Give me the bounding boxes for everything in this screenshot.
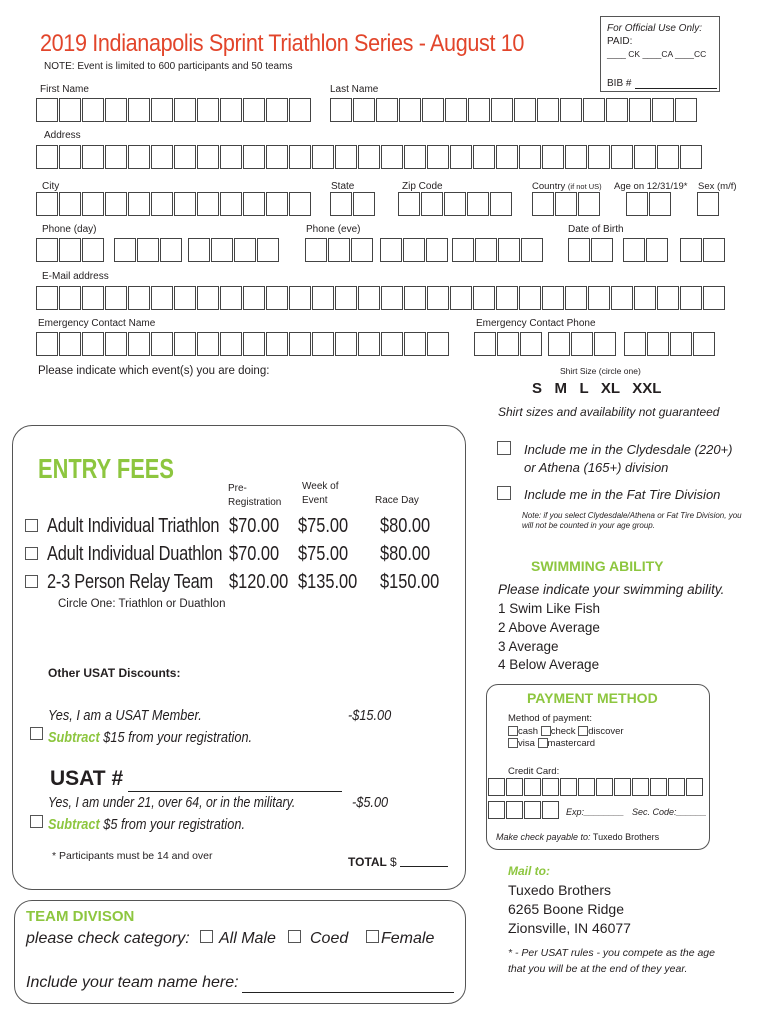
fees-pre-price: $120.00 xyxy=(229,571,289,593)
official-payment-methods: ____ CK ____CA ____CC xyxy=(607,49,707,59)
dob-year-boxes[interactable] xyxy=(680,238,726,262)
swim-level[interactable]: 3 Average xyxy=(498,639,559,654)
phone-day-area-boxes[interactable] xyxy=(36,238,105,262)
emergency-phone-prefix-boxes[interactable] xyxy=(548,332,617,356)
visa-label: visa xyxy=(518,738,535,749)
clydesdale-line1: Include me in the Clydesdale (220+) xyxy=(524,442,733,457)
coed-label: Coed xyxy=(310,930,349,947)
official-paid-label: PAID: xyxy=(607,36,633,47)
clydesdale-line2: or Athena (165+) division xyxy=(524,460,669,475)
fees-race-price: $80.00 xyxy=(380,515,431,537)
first-name-label: First Name xyxy=(40,84,89,95)
fees-event-name: 2-3 Person Relay Team xyxy=(47,571,213,593)
expiration-label[interactable]: Exp:________ xyxy=(566,807,625,817)
total-line[interactable] xyxy=(400,866,448,867)
check-checkbox[interactable] xyxy=(541,726,551,736)
circle-one-note: Circle One: Triathlon or Duathlon xyxy=(58,598,226,610)
mail-to-title: Mail to: xyxy=(508,864,550,878)
fees-col-week-2: Event xyxy=(302,495,328,506)
cash-label: cash xyxy=(518,726,539,737)
entry-fees-title: ENTRY FEES xyxy=(38,453,174,484)
age-label: Age on 12/31/19* xyxy=(614,181,688,192)
military-discount-amount: -$5.00 xyxy=(352,794,389,811)
address-boxes[interactable] xyxy=(36,145,703,169)
usat-discount-amount: -$15.00 xyxy=(348,707,392,724)
email-boxes[interactable] xyxy=(36,286,726,310)
payable-label: Make check payable to: xyxy=(496,832,591,842)
usat-footnote-1: * - Per USAT rules - you compete as the age xyxy=(508,947,715,959)
team-division-title: TEAM DIVISON xyxy=(26,908,135,925)
first-name-boxes[interactable] xyxy=(36,98,312,122)
swim-level[interactable]: 4 Below Average xyxy=(498,657,600,672)
discover-checkbox[interactable] xyxy=(578,726,588,736)
military-subtract-text: $5 from your registration. xyxy=(103,816,246,833)
duathlon-checkbox[interactable] xyxy=(25,547,38,560)
zip-label: Zip Code xyxy=(402,181,443,192)
official-bib-label: BIB # xyxy=(607,78,632,89)
sex-box[interactable] xyxy=(697,192,720,216)
military-text: Yes, I am under 21, over 64, or in the military. xyxy=(48,794,296,811)
military-checkbox[interactable] xyxy=(30,815,43,828)
swimming-title: SWIMMING ABILITY xyxy=(531,558,664,574)
phone-eve-area-boxes[interactable] xyxy=(305,238,374,262)
total-dollar: $ xyxy=(390,855,397,869)
visa-checkbox[interactable] xyxy=(508,738,518,748)
credit-card-boxes-row2[interactable] xyxy=(488,801,560,819)
usat-footnote-2: that you will be at the end of they year. xyxy=(508,963,688,975)
phone-eve-prefix-boxes[interactable] xyxy=(380,238,449,262)
fees-week-price: $135.00 xyxy=(298,571,358,593)
official-use-box xyxy=(600,16,720,92)
events-prompt: Please indicate which event(s) you are doing: xyxy=(38,365,270,377)
fees-event-name: Adult Individual Triathlon xyxy=(47,515,220,537)
fees-week-price: $75.00 xyxy=(298,515,349,537)
division-note: Note: if you select Clydesdale/Athena or Fat Tire Division, you will not be counted in your age group. xyxy=(522,511,742,530)
cash-checkbox[interactable] xyxy=(508,726,518,736)
female-checkbox[interactable] xyxy=(366,930,379,943)
team-name-line[interactable] xyxy=(242,992,454,993)
phone-eve-line-boxes[interactable] xyxy=(452,238,544,262)
all-male-checkbox[interactable] xyxy=(200,930,213,943)
fees-col-week-1: Week of xyxy=(302,481,339,492)
phone-eve-label: Phone (eve) xyxy=(306,224,361,235)
fees-col-race: Race Day xyxy=(375,495,419,506)
credit-card-label: Credit Card: xyxy=(508,766,560,777)
dob-label: Date of Birth xyxy=(568,224,624,235)
form-title: 2019 Indianapolis Sprint Triathlon Series - August 10 xyxy=(40,30,525,57)
clydesdale-checkbox[interactable] xyxy=(497,441,511,455)
city-boxes[interactable] xyxy=(36,192,312,216)
check-label: check xyxy=(550,726,576,737)
state-boxes[interactable] xyxy=(330,192,376,216)
triathlon-checkbox[interactable] xyxy=(25,519,38,532)
fees-week-price: $75.00 xyxy=(298,543,349,565)
all-male-label: All Male xyxy=(219,930,276,947)
country-label: Country xyxy=(532,181,566,192)
fees-pre-price: $70.00 xyxy=(229,543,280,565)
shirt-sizes[interactable]: S M L XL XXL xyxy=(532,380,662,397)
female-label: Female xyxy=(381,930,435,947)
last-name-boxes[interactable] xyxy=(330,98,698,122)
usat-number-line[interactable] xyxy=(128,791,342,792)
participant-limit-note: NOTE: Event is limited to 600 participants and 50 teams xyxy=(44,61,293,72)
fees-event-name: Adult Individual Duathlon xyxy=(47,543,223,565)
country-boxes[interactable] xyxy=(532,192,601,216)
age-requirement-note: * Participants must be 14 and over xyxy=(52,850,213,862)
team-category-prompt: please check category: xyxy=(26,930,190,947)
age-boxes[interactable] xyxy=(626,192,672,216)
swim-level[interactable]: 1 Swim Like Fish xyxy=(498,601,601,616)
last-name-label: Last Name xyxy=(330,84,379,95)
swimming-prompt: Please indicate your swimming ability. xyxy=(498,582,725,597)
swim-level[interactable]: 2 Above Average xyxy=(498,620,600,635)
total-label: TOTAL xyxy=(348,855,387,869)
phone-day-prefix-boxes[interactable] xyxy=(114,238,183,262)
team-name-prompt: Include your team name here: xyxy=(26,974,239,991)
subtract-label: Subtract xyxy=(48,816,100,833)
sex-label: Sex (m/f) xyxy=(698,181,737,192)
emergency-phone-label: Emergency Contact Phone xyxy=(476,318,596,329)
emergency-phone-area-boxes[interactable] xyxy=(474,332,543,356)
mail-name: Tuxedo Brothers xyxy=(508,882,611,898)
fat-tire-checkbox[interactable] xyxy=(497,486,511,500)
usat-member-checkbox[interactable] xyxy=(30,727,43,740)
dob-month-boxes[interactable] xyxy=(568,238,614,262)
payment-method-label: Method of payment: xyxy=(508,713,592,724)
address-label: Address xyxy=(44,130,81,141)
emergency-name-label: Emergency Contact Name xyxy=(38,318,156,329)
mastercard-checkbox[interactable] xyxy=(538,738,548,748)
payment-title: PAYMENT METHOD xyxy=(527,690,658,706)
payee-name: Tuxedo Brothers xyxy=(592,832,660,842)
country-note: (if not US) xyxy=(567,182,602,191)
subtract-label: Subtract xyxy=(48,729,100,746)
mail-street: 6265 Boone Ridge xyxy=(508,901,624,917)
credit-card-boxes-row1[interactable] xyxy=(488,778,704,796)
mastercard-label: mastercard xyxy=(547,738,596,749)
fees-race-price: $150.00 xyxy=(380,571,440,593)
discounts-title: Other USAT Discounts: xyxy=(48,666,181,680)
fees-col-pre-2: Registration xyxy=(228,497,282,508)
state-label: State xyxy=(331,181,355,192)
zip-boxes[interactable] xyxy=(398,192,513,216)
phone-day-label: Phone (day) xyxy=(42,224,97,235)
coed-checkbox[interactable] xyxy=(288,930,301,943)
phone-day-line-boxes[interactable] xyxy=(188,238,280,262)
usat-member-text: Yes, I am a USAT Member. xyxy=(48,707,202,724)
fees-col-pre-1: Pre- xyxy=(228,483,247,494)
dob-day-boxes[interactable] xyxy=(623,238,669,262)
usat-subtract-text: $15 from your registration. xyxy=(103,729,253,746)
relay-checkbox[interactable] xyxy=(25,575,38,588)
shirt-size-label: Shirt Size (circle one) xyxy=(560,366,641,376)
fees-race-price: $80.00 xyxy=(380,543,431,565)
fees-pre-price: $70.00 xyxy=(229,515,280,537)
official-use-title: For Official Use Only: xyxy=(607,23,703,34)
shirt-note: Shirt sizes and availability not guaranteed xyxy=(498,405,720,419)
city-label: City xyxy=(42,181,60,192)
security-code-label[interactable]: Sec. Code:______ xyxy=(632,807,707,817)
email-label: E-Mail address xyxy=(42,271,109,282)
mail-city: Zionsville, IN 46077 xyxy=(508,920,631,936)
emergency-phone-line-boxes[interactable] xyxy=(624,332,716,356)
fat-tire-label: Include me in the Fat Tire Division xyxy=(524,487,721,502)
usat-number-label: USAT # xyxy=(50,767,124,790)
discover-label: discover xyxy=(588,726,624,737)
emergency-name-boxes[interactable] xyxy=(36,332,450,356)
